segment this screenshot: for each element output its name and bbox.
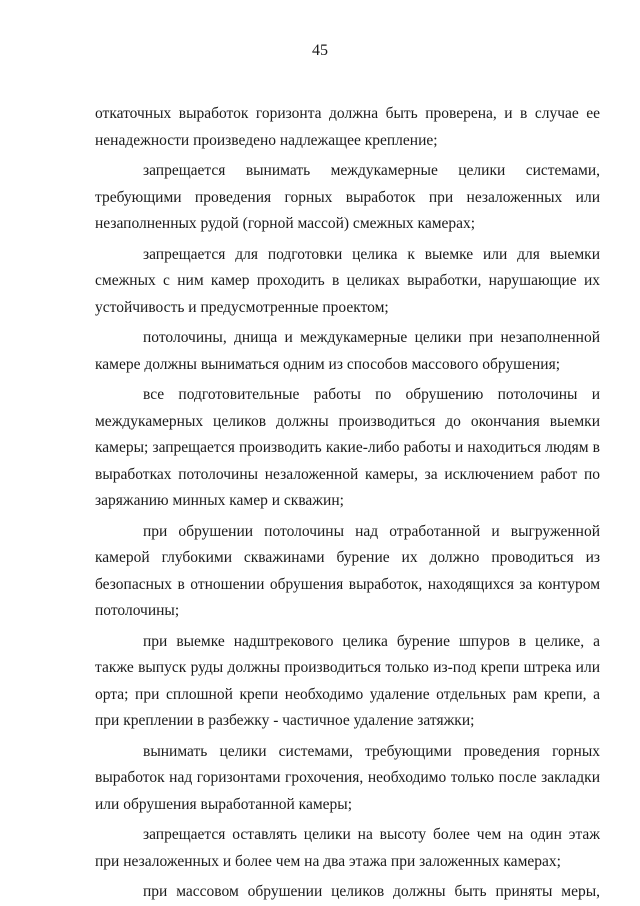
paragraph: откаточных выработок горизонта должна быть проверена, и в случае ее ненадежности произведено надлежащее крепление; [95, 105, 600, 149]
page-number: 45 [312, 42, 328, 59]
paragraph: при выемке надштрекового целика бурение шпуров в целике, а также выпуск руды должны производиться только из-под крепи штрека или орта; при сплошной крепи необходимо удаление отдельных рам крепи, а при креплении в разбежку - частичное удаление затяжки; [95, 632, 600, 729]
body-text [95, 101, 600, 906]
paragraph: запрещается оставлять целики на высоту более чем на один этаж при незаложенных и более чем на два этажа при заложенных камерах; [95, 826, 600, 870]
paragraph: вынимать целики системами, требующими проведения горных выработок над горизонтами грохочения, необходимо только после закладки или обрушения выработанной камеры; [95, 742, 600, 813]
paragraph: при обрушении потолочины над отработанной и выгруженной камерой глубокими скважинами бурение их должно проводиться из безопасных в отношении обрушения выработок, находящихся за контуром потолочины; [95, 522, 600, 619]
paragraph: запрещается для подготовки целика к выемке или для выемки смежных с ним камер проходить в целиках выработки, нарушающие их устойчивость и предусмотренные проектом; [95, 245, 600, 316]
paragraph: запрещается вынимать междукамерные целики системами, требующими проведения горных выработок при незаложенных или незаполненных рудой (горной массой) смежных камерах; [95, 162, 600, 232]
paragraph: все подготовительные работы по обрушению потолочины и междукамерных целиков должны производиться до окончания выемки камеры; запрещается производить какие-либо работы и находиться людям в выработках потолочины незаложенной камеры, за исключением работ по заряжанию минных камер и скважин; [95, 386, 600, 509]
paragraph: при массовом обрушении целиков должны быть приняты меры, [143, 883, 600, 900]
paragraph: потолочины, днища и междукамерные целики при незаполненной камере должны выниматься одним из способов массового обрушения; [95, 329, 600, 373]
